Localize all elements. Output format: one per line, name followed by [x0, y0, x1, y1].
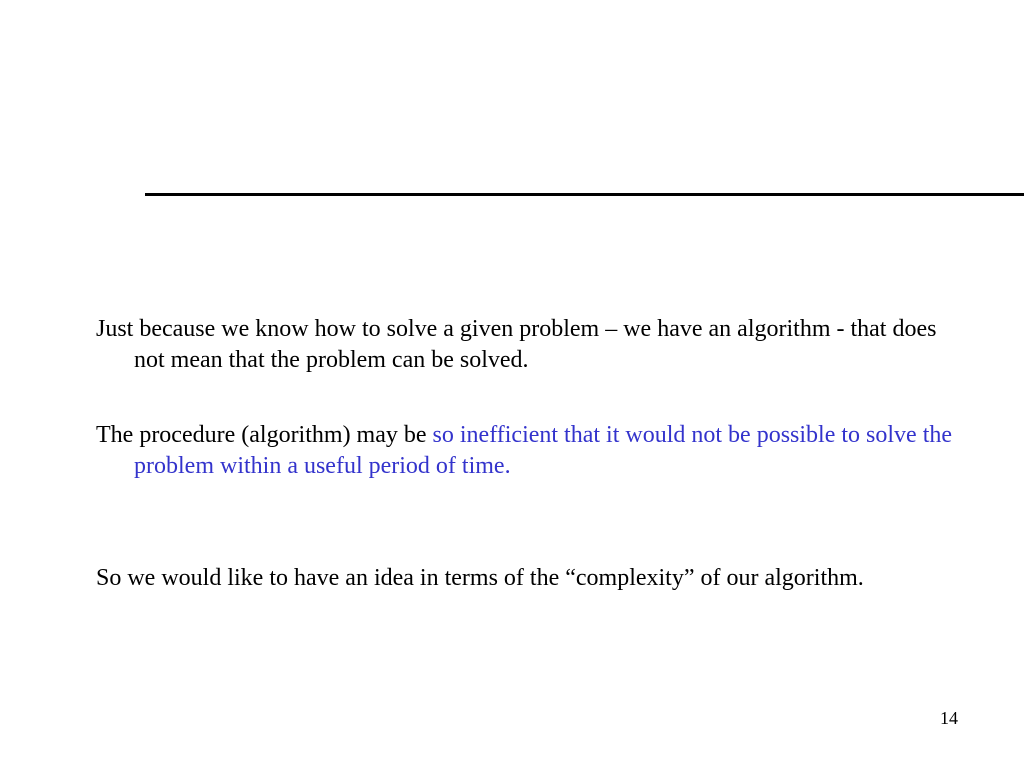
paragraph-inefficient	[96, 420, 954, 482]
page-number: 14	[940, 708, 958, 728]
paragraph-complexity	[96, 563, 954, 594]
highlighted-text: so inefficient that it would not be possible to solve the problem within a useful period of time.	[134, 422, 953, 479]
paragraph-text: So we would like to have an idea in terms of the “complexity” of our algorithm.	[96, 565, 864, 591]
paragraph-text: Just because we know how to solve a given problem – we have an algorithm - that does not mean that the problem can be solved.	[96, 316, 937, 373]
title-divider	[145, 193, 1024, 196]
paragraph-unsolvable	[96, 314, 954, 376]
paragraph-text: The procedure (algorithm) may be	[96, 422, 433, 448]
